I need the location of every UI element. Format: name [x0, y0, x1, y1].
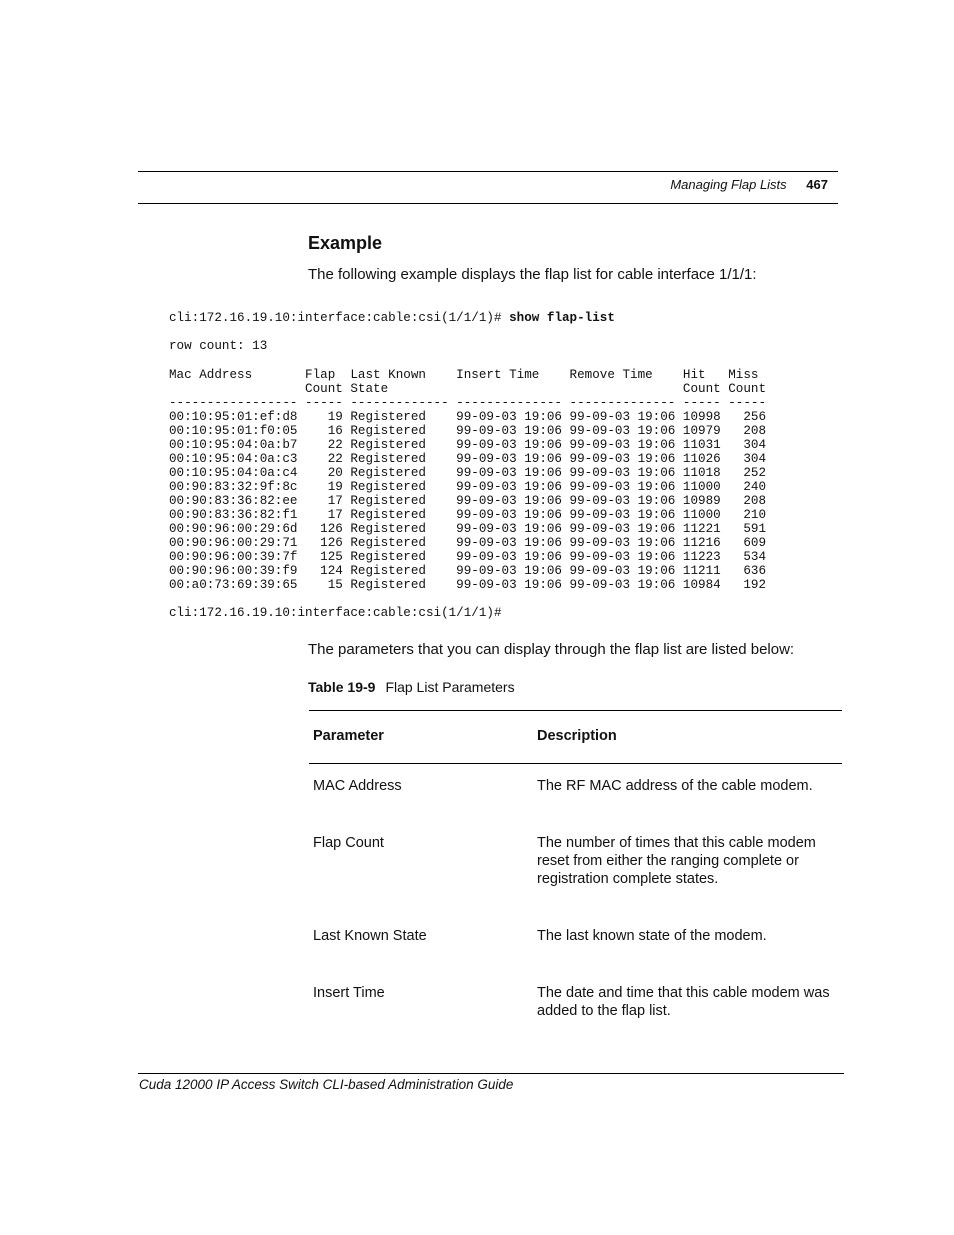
table-row	[309, 971, 842, 1046]
cli-command-line	[169, 311, 615, 325]
cli-output-row: 00:a0:73:69:39:65 15 Registered 99-09-03 19:06 99-09-03 19:06 10984 192	[169, 578, 767, 592]
table-row	[309, 764, 842, 822]
header-parameter: Parameter	[313, 728, 384, 744]
cli-output-rows	[169, 410, 766, 592]
parameter-name: Flap Count	[313, 835, 384, 851]
table-title: Flap List Parameters	[385, 679, 515, 695]
parameters-intro: The parameters that you can display through the flap list are listed below:	[308, 641, 795, 658]
cli-output-row: 00:90:83:36:82:ee 17 Registered 99-09-03 19:06 99-09-03 19:06 10989 208	[169, 494, 767, 508]
header-rule-top	[138, 171, 838, 172]
row-count-line: row count: 13	[169, 339, 268, 353]
intro-paragraph: The following example displays the flap list for cable interface 1/1/1:	[308, 266, 757, 283]
cli-prompt-end: cli:172.16.19.10:interface:cable:csi(1/1/1)#	[169, 606, 502, 620]
section-title: Managing Flap Lists	[670, 177, 787, 192]
cli-header-separator: ----------------- ----- ------------- -------------- -------------- ----- -----	[169, 396, 767, 410]
parameter-name: Insert Time	[313, 985, 385, 1001]
cli-header-line-1: Mac Address Flap Last Known Insert Time Remove Time Hit Miss	[169, 368, 759, 382]
section-heading: Example	[308, 233, 383, 253]
cli-output-row: 00:90:96:00:39:7f 125 Registered 99-09-03 19:06 99-09-03 19:06 11223 534	[169, 550, 767, 564]
cli-output-row: 00:90:83:32:9f:8c 19 Registered 99-09-03 19:06 99-09-03 19:06 11000 240	[169, 480, 767, 494]
cli-column-headers	[169, 368, 766, 410]
cli-output-row: 00:10:95:04:0a:c4 20 Registered 99-09-03 19:06 99-09-03 19:06 11018 252	[169, 466, 767, 480]
parameters-table	[309, 710, 842, 1046]
running-header	[670, 177, 828, 192]
parameter-description: The number of times that this cable modem reset from either the ranging complete or registration complete states.	[537, 835, 816, 887]
parameter-name: Last Known State	[313, 928, 427, 944]
header-rule-bottom	[138, 203, 838, 204]
cli-output-row: 00:90:96:00:39:f9 124 Registered 99-09-03 19:06 99-09-03 19:06 11211 636	[169, 564, 767, 578]
parameter-description: The RF MAC address of the cable modem.	[537, 778, 813, 794]
table-number: Table 19-9	[308, 679, 376, 695]
cli-header-line-2: Count State Count Count	[169, 382, 767, 396]
header-description: Description	[537, 728, 617, 744]
cli-output-row: 00:90:96:00:29:6d 126 Registered 99-09-03 19:06 99-09-03 19:06 11221 591	[169, 522, 767, 536]
parameter-name: MAC Address	[313, 778, 402, 794]
table-header-row	[309, 711, 842, 764]
cli-output-row: 00:10:95:01:f0:05 16 Registered 99-09-03 19:06 99-09-03 19:06 10979 208	[169, 424, 767, 438]
footer-title: Cuda 12000 IP Access Switch CLI-based Administration Guide	[139, 1077, 514, 1092]
parameter-description: The last known state of the modem.	[537, 928, 767, 944]
cli-output-row: 00:10:95:04:0a:b7 22 Registered 99-09-03 19:06 99-09-03 19:06 11031 304	[169, 438, 767, 452]
cli-output-row: 00:10:95:01:ef:d8 19 Registered 99-09-03 19:06 99-09-03 19:06 10998 256	[169, 410, 767, 424]
table-caption	[308, 679, 515, 695]
cli-output-row: 00:10:95:04:0a:c3 22 Registered 99-09-03 19:06 99-09-03 19:06 11026 304	[169, 452, 767, 466]
table-row	[309, 914, 842, 971]
cli-output-row: 00:90:96:00:29:71 126 Registered 99-09-03 19:06 99-09-03 19:06 11216 609	[169, 536, 767, 550]
parameter-description: The date and time that this cable modem was added to the flap list.	[537, 985, 830, 1019]
page-number: 467	[806, 177, 828, 192]
cli-command: show flap-list	[509, 311, 615, 325]
cli-output-row: 00:90:83:36:82:f1 17 Registered 99-09-03 19:06 99-09-03 19:06 11000 210	[169, 508, 767, 522]
footer-rule	[138, 1073, 844, 1074]
table-row	[309, 821, 842, 914]
cli-prompt: cli:172.16.19.10:interface:cable:csi(1/1/1)#	[169, 311, 502, 325]
